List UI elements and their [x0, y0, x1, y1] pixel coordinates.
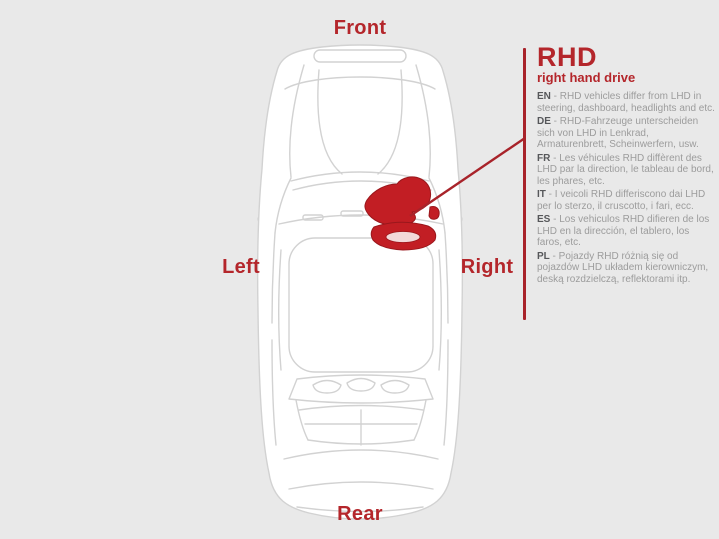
- lang-code-it: IT: [537, 189, 546, 200]
- lang-sep: -: [545, 189, 555, 200]
- lang-sep: -: [550, 116, 560, 127]
- rear-label: Rear: [337, 503, 383, 525]
- lang-sep: -: [549, 250, 559, 262]
- lang-entry-de: [537, 116, 717, 151]
- roof-panel: [289, 238, 433, 372]
- lang-entry-fr: [537, 153, 717, 188]
- lang-code-en: EN: [537, 91, 551, 102]
- lang-text-en: RHD vehicles differ from LHD in steering, dashboard, headlights and etc.: [537, 91, 715, 114]
- lang-text-pl: Pojazdy RHD różnią się od pojazdów LHD układem kierowniczym, deską rozdzielczą, reflektorami itp.: [537, 250, 709, 285]
- lang-entry-it: [537, 189, 717, 212]
- language-entries: [537, 91, 717, 285]
- lang-text-de: RHD-Fahrzeuge unterscheiden sich von LHD in Lenkrad, Armaturenbrett, Scheinwerfern, usw.: [537, 116, 699, 150]
- steering-column-bit: [429, 206, 439, 219]
- left-label: Left: [222, 256, 260, 278]
- headrest-left: [313, 381, 341, 394]
- lang-code-es: ES: [537, 214, 551, 225]
- lang-text-es: Los vehiculos RHD difieren de los LHD en la dirección, el tablero, los faros, etc.: [537, 214, 710, 248]
- right-label: Right: [460, 256, 514, 278]
- front-label: Front: [333, 17, 387, 39]
- panel-subtitle: right hand drive: [537, 70, 636, 85]
- lang-entry-es: [537, 214, 717, 249]
- lang-code-fr: FR: [537, 152, 551, 164]
- headrest-right: [381, 381, 409, 394]
- lang-entry-pl: [537, 251, 717, 286]
- lang-text-fr: Les véhicules RHD diffèrent des LHD par la direction, le tableau de bord, les phares, etc.: [537, 152, 714, 187]
- panel-content: [537, 44, 717, 287]
- lang-text-it: I veicoli RHD differiscono dai LHD per lo sterzo, il cruscotto, i fari, ecc.: [537, 189, 706, 212]
- steering-wheel-rim-cutout: [386, 232, 420, 243]
- panel-accent-bar: [523, 48, 526, 320]
- lang-sep: -: [550, 214, 560, 225]
- lang-entry-en: [537, 91, 717, 114]
- headrest-center: [347, 379, 375, 392]
- panel-title: RHD: [537, 42, 597, 72]
- lang-code-pl: PL: [537, 250, 550, 262]
- lang-code-de: DE: [537, 116, 551, 127]
- lang-sep: -: [550, 152, 560, 164]
- lang-sep: -: [550, 91, 560, 102]
